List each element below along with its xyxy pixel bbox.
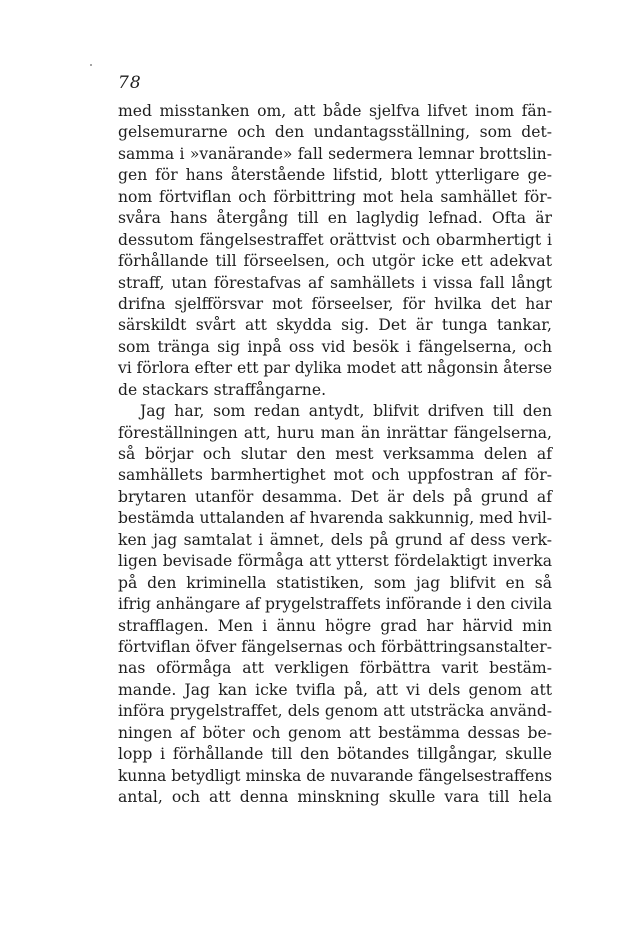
text-line: antal, och att denna minskning skulle vara till hela xyxy=(118,788,552,806)
text-line: på den kriminella statistiken, som jag blifvit en så xyxy=(118,573,552,592)
text-line: införa prygelstraffet, dels genom att utsträcka använd- xyxy=(118,702,552,721)
text-line: samma i »vanärande» fall sedermera lemnar brottslin- xyxy=(118,144,552,163)
text-line: lopp i förhållande till den bötandes tillgångar, skulle xyxy=(118,745,552,764)
text-line: samhällets barmhertighet mot och uppfostran af för- xyxy=(118,466,552,485)
text-line: drifna sjelfförsvar mot förseelser, för hvilka det har xyxy=(118,294,552,313)
text-line: brytaren utanför desamma. Det är dels på grund af xyxy=(118,487,552,506)
text-line: gen för hans återstående lifstid, blott ytterligare ge- xyxy=(118,166,552,185)
paper-speck xyxy=(90,64,92,66)
text-line: förtviflan öfver fängelsernas och förbättringsanstalter- xyxy=(118,637,552,656)
text-line: kunna betydligt minska de nuvarande fängelsestraffens xyxy=(118,766,552,785)
text-line: vi förlora efter ett par dylika modet att någonsin återse xyxy=(118,359,552,378)
text-line: dessutom fängelsestraffet orättvist och obarmhertigt i xyxy=(118,230,552,249)
text-line: ligen bevisade förmåga att ytterst fördelaktigt inverka xyxy=(118,552,552,571)
text-line: förhållande till förseelsen, och utgör icke ett adekvat xyxy=(118,252,552,271)
text-line: straff, utan förestafvas af samhällets i vissa fall långt xyxy=(118,273,552,292)
text-line: nas oförmåga att verkligen förbättra varit bestäm- xyxy=(118,659,552,678)
paragraph-start-line: Jag har, som redan antydt, blifvit drifven till den xyxy=(140,402,552,421)
paragraph-end-line: de stackars straffångarne. xyxy=(118,380,327,399)
text-line: gelsemurarne och den undantagsställning, som det- xyxy=(118,123,552,142)
text-line: svåra hans återgång till en laglydig lefnad. Ofta är xyxy=(118,209,552,228)
text-line: som tränga sig inpå oss vid besök i fängelserna, och xyxy=(118,337,552,356)
text-line: så börjar och slutar den mest verksamma delen af xyxy=(118,445,552,463)
text-line: ken jag samtalat i ämnet, dels på grund af dess verk- xyxy=(118,530,552,549)
text-line: mande. Jag kan icke tvifla på, att vi dels genom att xyxy=(118,680,552,699)
page-number: 78 xyxy=(118,73,142,93)
text-line: med misstanken om, att både sjelfva lifvet inom fän- xyxy=(118,102,552,120)
text-line: bestämda uttalanden af hvarenda sakkunnig, med hvil- xyxy=(118,509,552,528)
text-line: särskildt svårt att skydda sig. Det är tunga tankar, xyxy=(118,316,552,335)
text-line: ningen af böter och genom att bestämma dessas be- xyxy=(118,723,552,742)
text-line: nom förtviflan och förbittring mot hela samhället för- xyxy=(118,187,552,206)
text-line: föreställningen att, huru man än inrättar fängelserna, xyxy=(118,423,552,442)
body-text xyxy=(118,101,552,808)
text-line: strafflagen. Men i ännu högre grad har härvid min xyxy=(118,616,552,635)
text-line: ifrig anhängare af prygelstraffets införande i den civila xyxy=(118,595,552,614)
